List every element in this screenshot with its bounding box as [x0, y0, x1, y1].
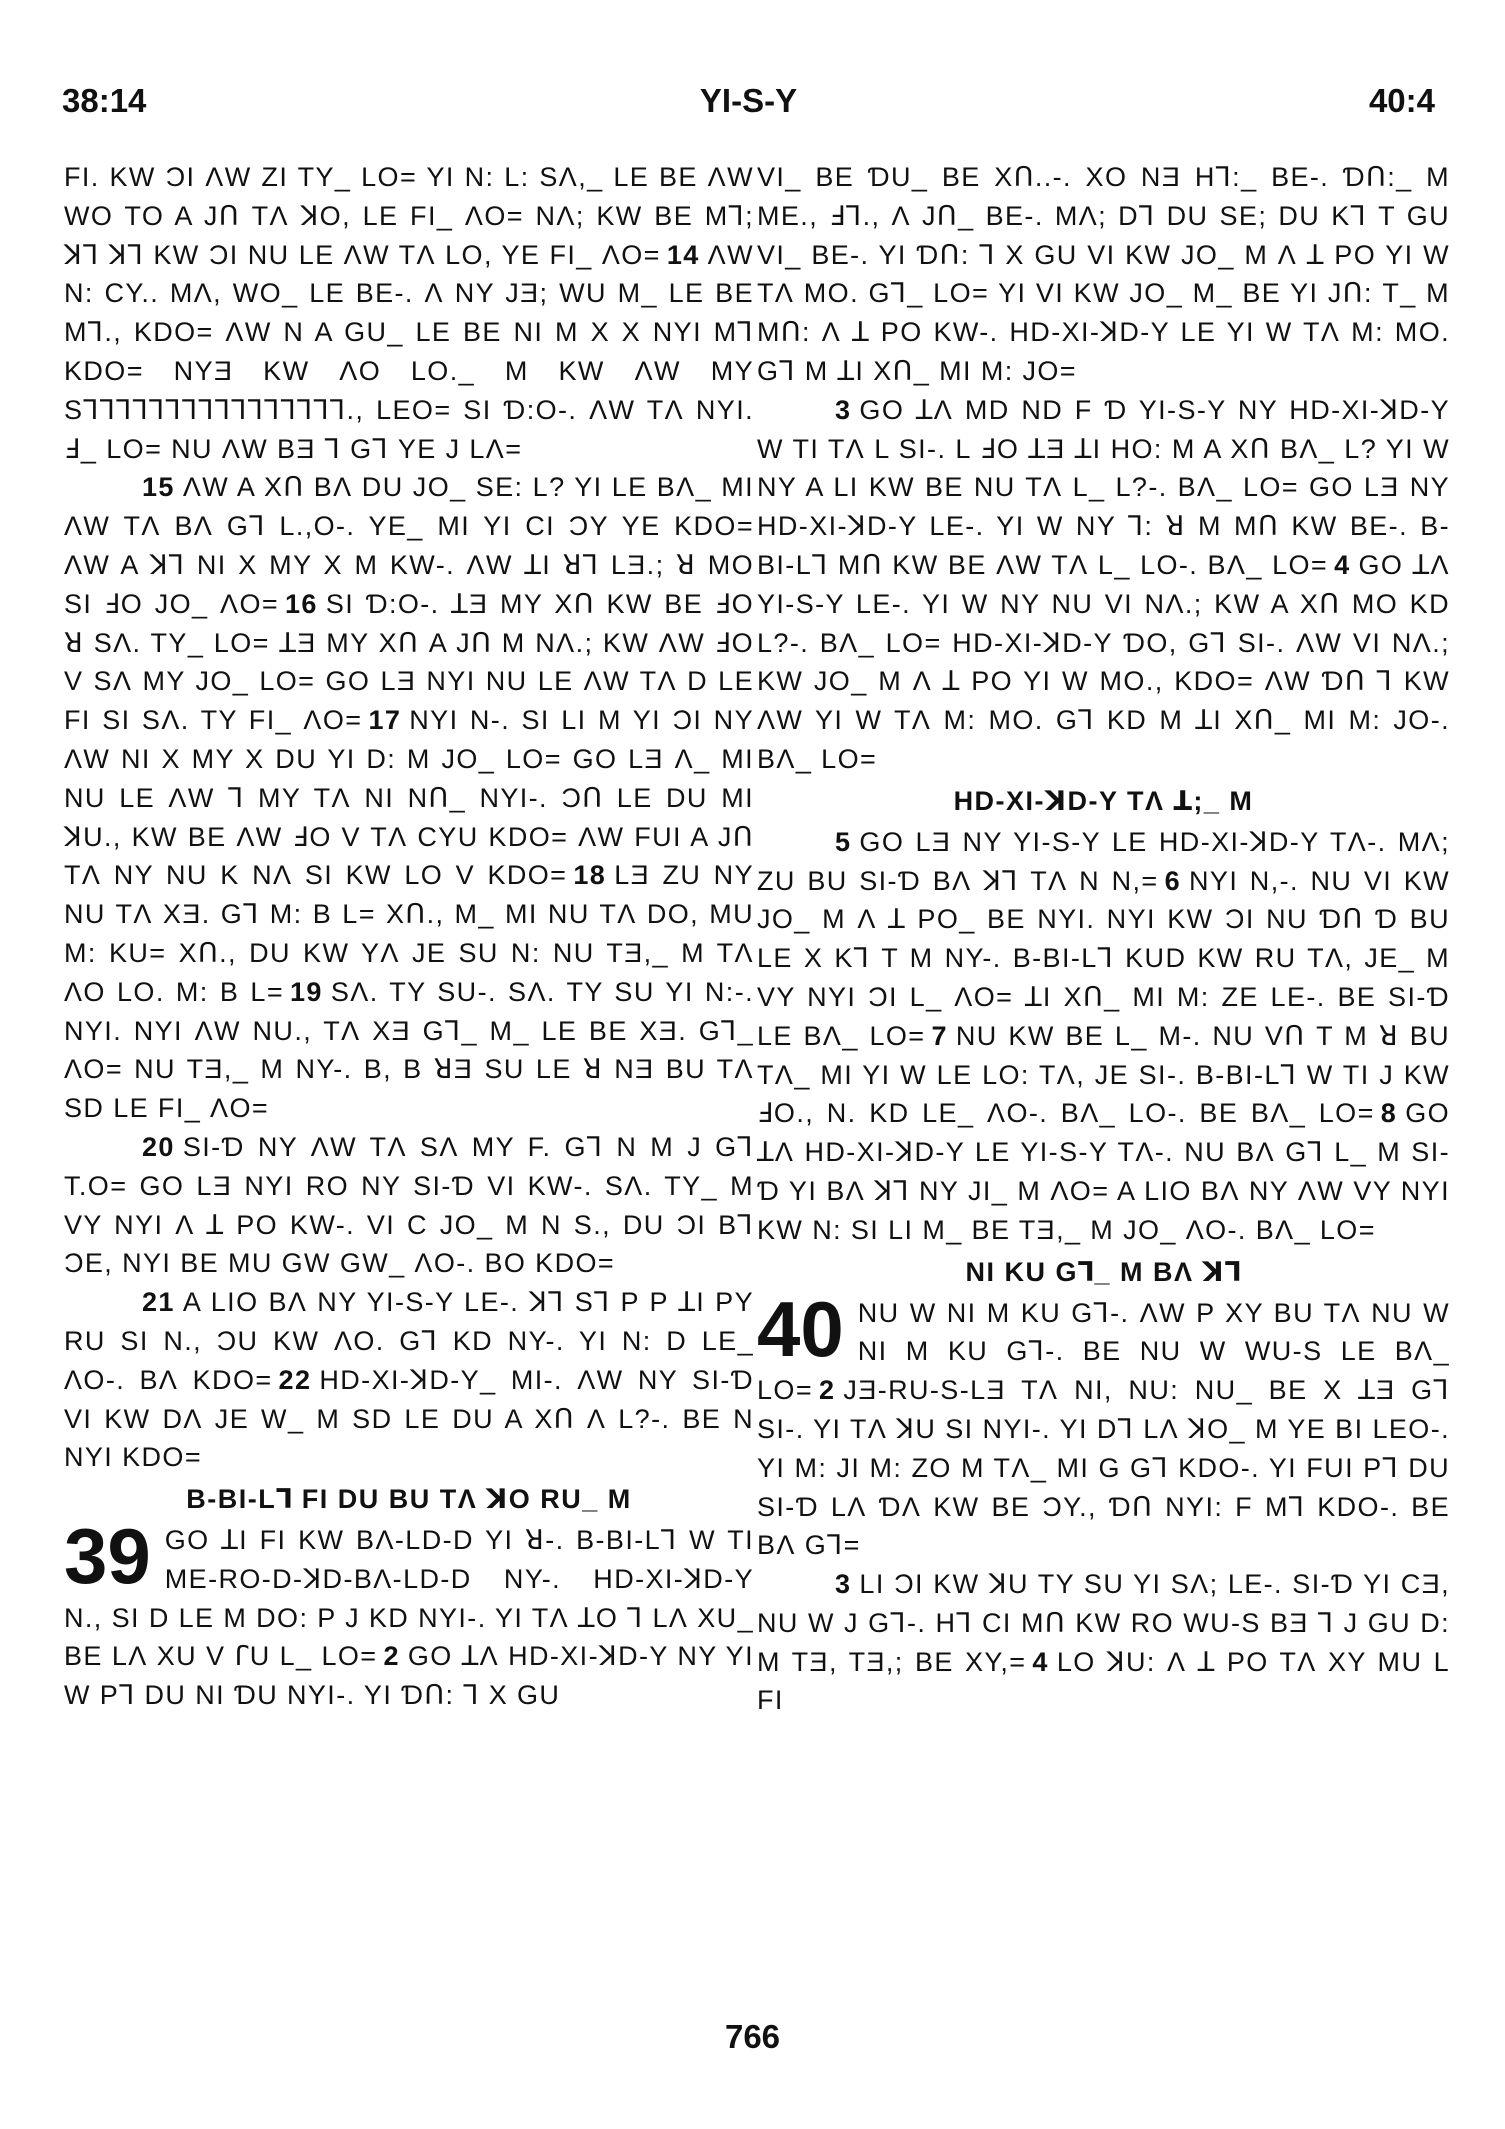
verse-number: 19: [290, 976, 323, 1007]
text: GO ꓕɅ HD-XI-ꓘD-Y NY YI W Pꓶ DU NI ƊU NYI-. YI ƊՈ: ꓶ X GU: [64, 1641, 754, 1711]
text: SɅ. TY SU-. SɅ. TY SU YI N:-. NYI. NYI ɅW NU., TɅ XƎ Gꓶ_ M_ LE BE XƎ. Gꓶ_ ɅO= NU TƎ,_ M NY-. B, B ꓤƎ SU LE ꓤ NƎ BU TɅ SD LE FI_ ɅO=: [64, 976, 754, 1124]
text: LI ƆI KW ꓘU TY SU YI SɅ; LE-. SI-Ɗ YI CƎ, NU W J Gꓶ-. Hꓶ CI MՈ KW RO WU-S BƎ ꓶ J GU D: M TƎ, TƎ,; BE XY,=: [757, 1569, 1450, 1677]
chapter-block: [757, 1284, 1450, 1566]
text: LO ꓘU: Ʌ ꓕ PO TɅ XY MU L FI: [757, 1646, 1451, 1716]
verse-number: 20: [142, 1131, 175, 1162]
text: SI-Ɗ NY ɅW TɅ SɅ MY F. Gꓶ N M J Gꓶ T.O= GO LƎ NYI RO NY SI-Ɗ VI KW-. SɅ. TY_ M VY NYI Ʌ ꓕ PO KW-. VI C JO_ M N S., DU ƆI Bꓶ ƆE, NYI BE MU GW GW_ ɅO-. BO KDO=: [64, 1131, 754, 1279]
verse-number: 3: [835, 1569, 852, 1600]
text: ɅW N: CY.. MɅ, WO_ LE BE-. Ʌ NY JƎ; WU M_ LE BE Mꓶ., KDO= ɅW N A GU_ LE BE NI M X X NYI Mꓶ KDO= NYƎ KW ɅO LO._ M KW ɅW MY Sꓶꓶꓶꓶꓶꓶꓶꓶꓶꓶꓶꓶꓶꓶꓶꓶ., LEO= SI Ɗ:O-. ɅW TɅ NYI. Ⅎ_ LO= NU ɅW BƎ ꓶ Gꓶ YE J LɅ=: [64, 239, 754, 464]
verse-number: 22: [278, 1364, 312, 1395]
paragraph: [64, 468, 754, 1128]
verse-number: 17: [368, 705, 402, 736]
text: HD-XI-ꓘD-Y_ MI-. ɅW NY SI-Ɗ VI KW DɅ JE W_ M SD LE DU A XՈ Ʌ L?-. BE N NYI KDO=: [64, 1364, 755, 1473]
text: SI Ɗ:O-. ꓕƎ MY XՈ KW BE ℲO ꓤ SɅ. TY_ LO= ꓕƎ MY XՈ A JՈ M NɅ.; KW ɅW ℲO V SɅ MY JO_ LO= GO LƎ NYI NU LE ɅW TɅ D LE FI SI SɅ. TY FI_ ɅO=: [64, 588, 754, 736]
text: GO ꓕI FI KW BɅ-LD-D YI ꓤ-. B-BI-Lꓶ W TI ME-RO-D-ꓘD-BɅ-LD-D NY-. HD-XI-ꓘD-Y N., SI D LE M DO: P J KD NYI-. YI TɅ ꓕO ꓶ LɅ XU_ BE LɅ XU V ꓩU L_ LO=: [64, 1525, 754, 1672]
text: VI_ BE ƊU_ BE XՈ..-. XO NƎ Hꓶ:_ BE-. ƊՈ:_ M ME., Ⅎꓶ., Ʌ JՈ_ BE-. MɅ; Dꓶ DU SE; DU Kꓶ T GU VI_ BE-. YI ƊՈ: ꓶ X GU VI KW JO_ M Ʌ ꓕ PO YI W TɅ MO. Gꓶ_ LO= YI VI KW JO_ M_ BE YI JՈ: T_ M MՈ: Ʌ ꓕ PO KW-. HD-XI-ꓘD-Y LE YI W TɅ M: MO. Gꓶ M ꓕI XՈ_ MI M: JO=: [757, 162, 1450, 386]
right-column: [757, 158, 1450, 1720]
header-book-title: YI-S-Y: [699, 82, 798, 119]
text: JƎ-RU-S-LƎ TɅ NI, NU: NU_ BE X ꓕƎ Gꓶ SI-. YI TɅ ꓘU SI NYI-. YI Dꓶ LɅ ꓘO_ M YE BI LEO-. YI M: JI M: ZO M TɅ_ MI G Gꓶ KDO-. YI FUI Pꓶ DU SI-Ɗ LɅ ƊɅ KW BE ƆY., ƊՈ NYI: F Mꓶ KDO-. BE BɅ Gꓶ=: [757, 1375, 1450, 1561]
paragraph: [64, 158, 754, 468]
text: GO ꓕɅ MD ND F Ɗ YI-S-Y NY HD-XI-ꓘD-Y W TI TɅ L SI-. L ℲO ꓕƎ ꓕI HO: M A XՈ BɅ_ L? YI W NY A LI KW BE NU TɅ L_ L?-. BɅ_ LO= GO LƎ NY HD-XI-ꓘD-Y LE-. YI W NY ꓶ: ꓤ M MՈ KW BE-. B-BI-Lꓶ MՈ KW BE ɅW TɅ L_ LO-. BɅ_ LO=: [757, 394, 1450, 580]
chapter-number: 40: [757, 1284, 844, 1373]
paragraph: [757, 391, 1450, 779]
text: ɅW A XՈ BɅ DU JO_ SE: L? YI LE BɅ_ MI ɅW TɅ BɅ Gꓶ L.,O-. YE_ MI YI CI ƆY YE KDO= ɅW A ꓘꓶ NI X MY X M KW-. ɅW ꓕI ꓤꓶ LƎ.; ꓤ MO SI ℲO JO_ ɅO=: [64, 472, 754, 619]
page-number: 766: [724, 2018, 781, 2055]
text: GO LƎ NY YI-S-Y LE HD-XI-ꓘD-Y TɅ-. MɅ; ZU BU SI-Ɗ BɅ ꓘꓶ TɅ N N,=: [757, 826, 1450, 896]
page-header: [62, 82, 1435, 130]
text: GO ꓕɅ YI-S-Y LE-. YI W NY NU VI NɅ.; KW A XՈ MO KD L?-. BɅ_ LO= HD-XI-ꓘD-Y ƊO, Gꓶ SI-. ɅW VI NɅ.; KW JO_ M Ʌ ꓕ PO YI W MO., KDO= ɅW ƊՈ ꓶ KW ɅW YI W TɅ M: MO. Gꓶ KD M ꓕI XՈ_ MI M: JO-. BɅ_ LO=: [757, 549, 1450, 774]
verse-number: 3: [835, 394, 852, 425]
section-heading: B-BI-Lꓶ FI DU BU TɅ ꓘO RU_ M: [186, 1484, 632, 1515]
section-heading: HD-XI-ꓘD-Y TɅ ꓕ;_ M: [953, 785, 1254, 816]
text: A LIO BɅ NY YI-S-Y LE-. ꓘꓶ Sꓶ P P ꓕI PY RU SI N., ƆU KW ɅO. Gꓶ KD NY-. YI N: D LE_ ɅO-. BɅ KDO=: [64, 1287, 754, 1395]
verse-number: 18: [573, 860, 607, 891]
chapter-block: [64, 1512, 754, 1715]
verse-number: 16: [285, 588, 318, 619]
verse-number: 5: [835, 826, 852, 857]
left-column: [64, 158, 754, 1715]
verse-number: 7: [931, 1020, 948, 1051]
verse-number: 2: [819, 1375, 836, 1406]
paragraph: [757, 1565, 1450, 1720]
text: NYI N-. SI LI M YI ƆI NY ɅW NI X MY X DU YI D: M JO_ LO= GO LƎ Ʌ_ MI NU LE ɅW ꓶ MY TɅ NI NՈ_ NYI-. ƆՈ LE DU MI ꓘU., KW BE ɅW ℲO V TɅ CYU KDO= ɅW FUI A JՈ TɅ NY NU K NɅ SI KW LO V KDO=: [64, 705, 754, 891]
paragraph: [64, 1512, 754, 1715]
text: LƎ ZU NY NU TɅ XƎ. Gꓶ M: B L= XՈ., M_ MI NU TɅ DO, MU M: KU= XՈ., DU KW YɅ JE SU N: NU TƎ,_ M TɅ ɅO LO. M: B L=: [64, 860, 754, 1007]
paragraph: [757, 823, 1450, 1250]
text: GO ꓕɅ HD-XI-ꓘD-Y LE YI-S-Y TɅ-. NU BɅ Gꓶ L_ M SI-Ɗ YI BɅ ꓘꓶ NY JI_ M ɅO= A LIO BɅ NY ɅW VY NYI KW N: SI LI M_ BE TƎ,_ M JO_ ɅO-. BɅ_ LO=: [757, 1098, 1450, 1245]
header-chapter-verse-end: 40:4: [1368, 82, 1435, 119]
text: FI. KW ƆI ɅW ZI TY_ LO= YI N: L: SɅ,_ LE BE ɅW WO TO A JՈ TɅ ꓘO, LE FI_ ɅO= NɅ; KW BE Mꓶ; ꓘꓶ ꓘꓶ KW ƆI NU LE ɅW TɅ LO, YE FI_ ɅO=: [64, 162, 754, 270]
section-heading: NI KU Gꓶ_ M BɅ ꓘꓶ: [965, 1256, 1242, 1287]
text: NU KW BE L_ M-. NU VՈ T M ꓤ BU TɅ_ MI YI W LE LO: TɅ, JE SI-. B-BI-Lꓶ W TI J KW ℲO., N. KD LE_ ɅO-. BɅ_ LO-. BE BɅ_ LO=: [757, 1020, 1450, 1129]
verse-number: 21: [142, 1287, 175, 1318]
paragraph: [757, 158, 1450, 391]
paragraph: [64, 1128, 754, 1283]
verse-number: 15: [142, 472, 175, 503]
paragraph: [64, 1283, 754, 1477]
text: NU W NI M KU Gꓶ-. ɅW P XY BU TɅ NU W NI M KU Gꓶ-. BE NU W WU-S LE BɅ_ LO=: [757, 1297, 1450, 1406]
verse-number: 14: [666, 239, 700, 270]
verse-number: 4: [1334, 549, 1351, 580]
verse-number: 8: [1380, 1098, 1398, 1129]
verse-number: 4: [1032, 1646, 1049, 1677]
text: NYI N,-. NU VI KW JO_ M Ʌ ꓕ PO_ BE NYI. NYI KW ƆI NU ƊՈ Ɗ BU LE X Kꓶ T M NY-. B-BI-Lꓶ KUD KW RU TɅ, JE_ M VY NYI ƆI L_ ɅO= ꓕI XՈ_ MI M: ZE LE-. BE SI-Ɗ LE BɅ_ LO=: [757, 865, 1450, 1051]
header-chapter-verse-start: 38:14: [62, 82, 147, 119]
paragraph: [757, 1284, 1450, 1566]
verse-number: 2: [383, 1641, 400, 1672]
verse-number: 6: [1164, 865, 1182, 896]
chapter-number: 39: [64, 1512, 151, 1601]
